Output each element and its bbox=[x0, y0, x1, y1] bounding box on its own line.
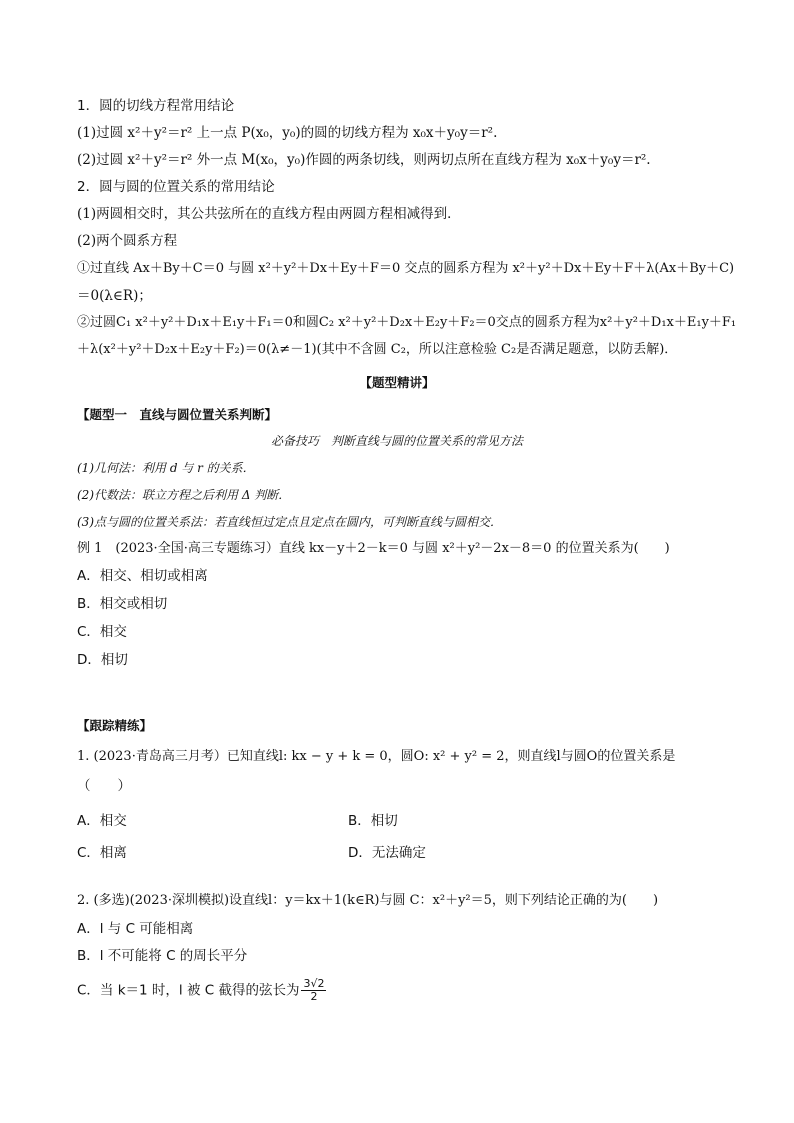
option: B．相交或相切 bbox=[77, 596, 168, 612]
option: A．相交、相切或相离 bbox=[77, 568, 208, 584]
text-line: ②过圆C₁ x²＋y²＋D₁x＋E₁y＋F₁＝0和圆C₂ x²＋y²＋D₂x＋E₂y＋F₂＝0交点的圆系方程为x²＋y²＋D₁x＋E₁y＋F₁ bbox=[77, 315, 737, 330]
text-line: ＝0(λ∈R)； bbox=[77, 288, 152, 304]
follow-title: 【跟踪精练】 bbox=[77, 718, 153, 733]
option-with-fraction bbox=[77, 978, 326, 1003]
option: C．相交 bbox=[77, 624, 127, 640]
option: D．相切 bbox=[77, 652, 128, 668]
section-title: 【题型精讲】 bbox=[359, 375, 435, 390]
text-line: (2)两个圆系方程 bbox=[77, 233, 178, 249]
heading-circle-relation: 2．圆与圆的位置关系的常用结论 bbox=[77, 179, 275, 195]
text-line: ①过直线 Ax＋By＋C＝0 与圆 x²＋y²＋Dx＋Ey＋F＝0 交点的圆系方程为 x²＋y²＋Dx＋Ey＋F＋λ(Ax＋By＋C) bbox=[77, 261, 735, 276]
question-1: 1. (2023·青岛高三月考）已知直线l: kx − y + k = 0，圆O: x² + y² = 2，则直线l与圆O的位置关系是 bbox=[77, 749, 676, 764]
text-line: (1)两圆相交时，其公共弦所在的直线方程由两圆方程相减得到． bbox=[77, 206, 461, 222]
option-text: C．当 k＝1 时，l 被 C 截得的弦长为 bbox=[77, 982, 300, 999]
paren: （ ） bbox=[77, 778, 131, 794]
tech-item: (2)代数法：联立方程之后利用 Δ 判断． bbox=[77, 488, 291, 502]
fraction bbox=[301, 978, 326, 1003]
option: D．无法确定 bbox=[348, 845, 426, 861]
option: C．相离 bbox=[77, 845, 127, 861]
question-2: 2. (多选)(2023·深圳模拟)设直线l：y＝kx＋1(k∈R)与圆 C：x²＋y²＝5，则下列结论正确的为( ) bbox=[77, 893, 659, 908]
fraction-numerator: 3√2 bbox=[303, 977, 325, 990]
fraction-denominator: 2 bbox=[310, 990, 318, 1003]
text-line: (2)过圆 x²＋y²＝r² 外一点 M(x₀，y₀)作圆的两条切线，则两切点所在直线方程为 x₀x＋y₀y＝r². bbox=[77, 152, 651, 168]
tech-title: 必备技巧 判断直线与圆的位置关系的常见方法 bbox=[270, 434, 523, 448]
tech-item: (3)点与圆的位置关系法：若直线恒过定点且定点在圆内，可判断直线与圆相交． bbox=[77, 515, 503, 529]
text-line: ＋λ(x²＋y²＋D₂x＋E₂y＋F₂)＝0(λ≠－1)(其中不含圆 C₂，所以注意检验 C₂是否满足题意，以防丢解)． bbox=[77, 342, 678, 357]
option: A．l 与 C 可能相离 bbox=[77, 921, 194, 937]
text-line: (1)过圆 x²＋y²＝r² 上一点 P(x₀，y₀)的圆的切线方程为 x₀x＋y₀y＝r². bbox=[77, 125, 498, 141]
example-1: 例 1 (2023·全国·高三专题练习）直线 kx－y＋2－k＝0 与圆 x²＋y²－2x－8＝0 的位置关系为( ) bbox=[77, 541, 670, 556]
option: A．相交 bbox=[77, 813, 127, 829]
option: B．l 不可能将 C 的周长平分 bbox=[77, 948, 248, 964]
heading-tangent-conclusions: 1．圆的切线方程常用结论 bbox=[77, 98, 235, 114]
type1-title: 【题型一 直线与圆位置关系判断】 bbox=[77, 407, 278, 422]
option: B．相切 bbox=[348, 813, 398, 829]
tech-item: (1)几何法：利用 d 与 r 的关系． bbox=[77, 461, 255, 475]
